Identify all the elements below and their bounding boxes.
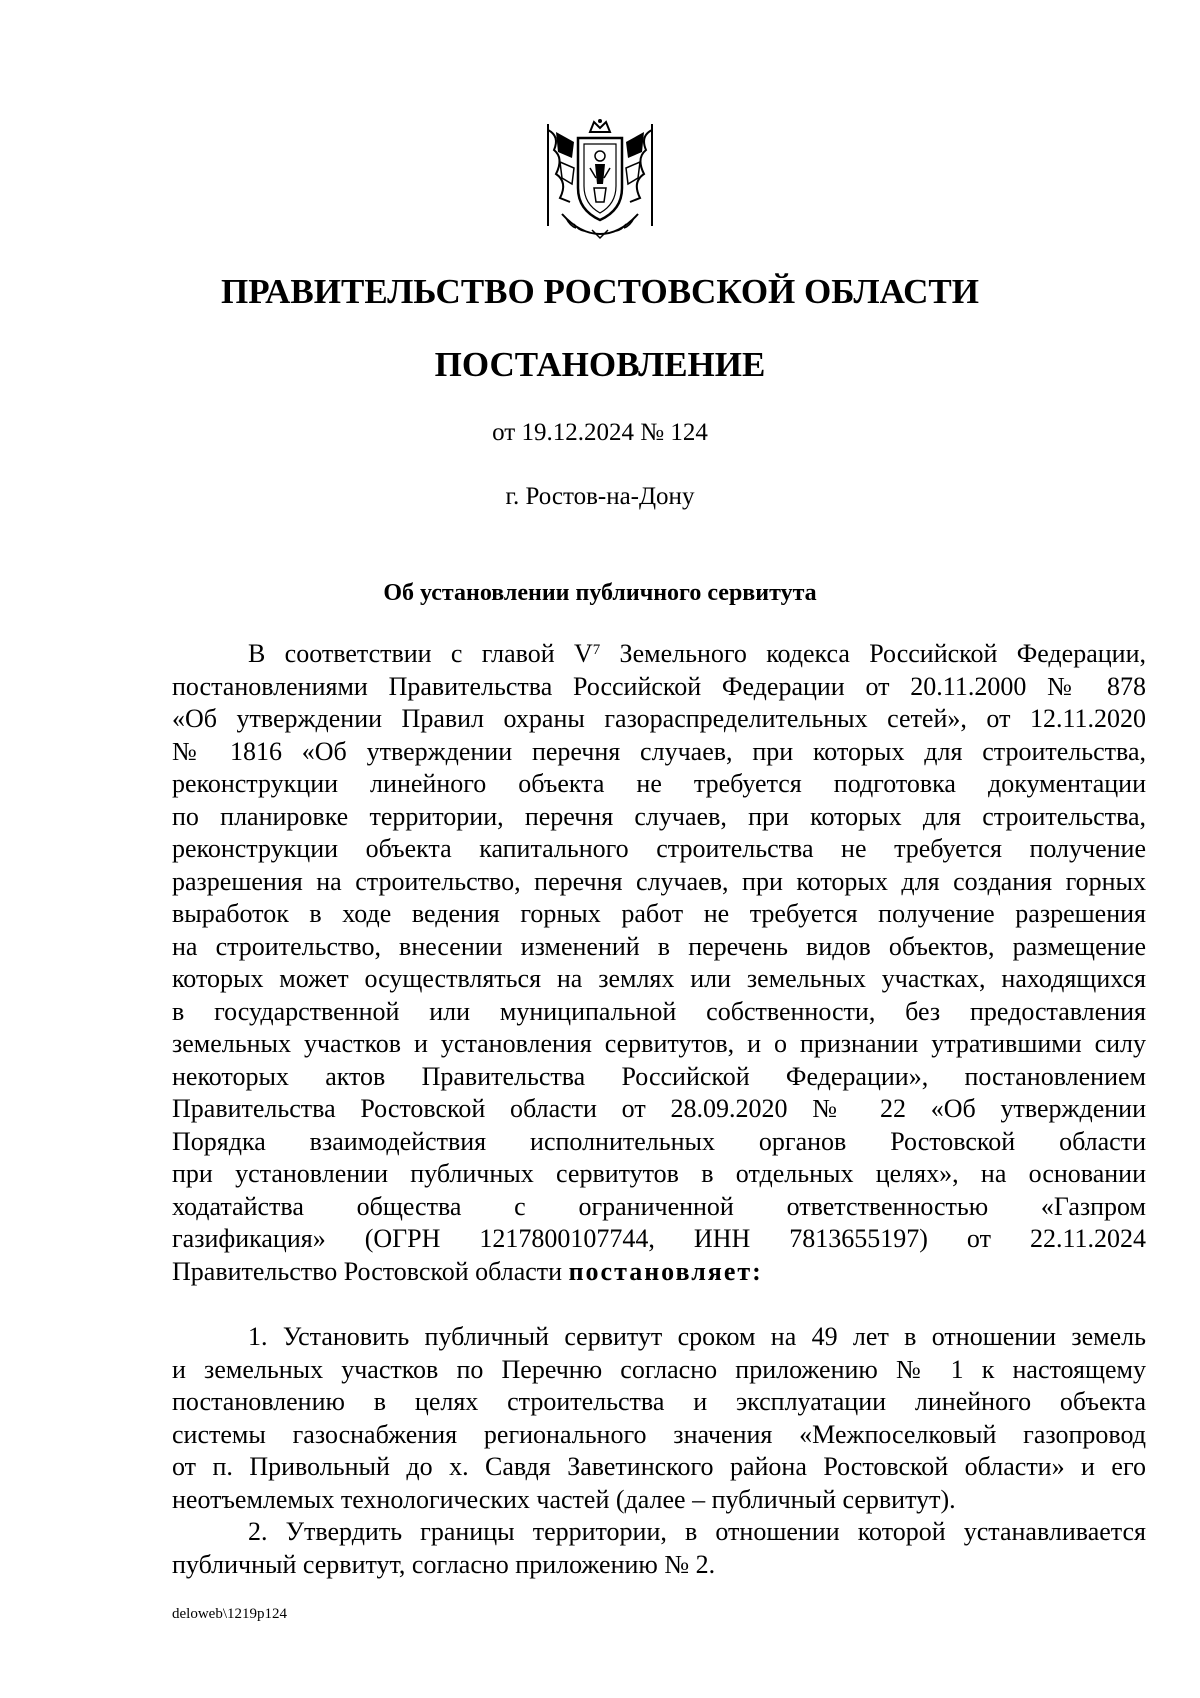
point-line: публичный сервитут, согласно приложению № 2.	[172, 1549, 716, 1579]
intro-line: реконструкции объекта капитального строительства не требуется получение	[172, 834, 1146, 863]
intro-line: в государственной или муниципальной собственности, без предоставления	[172, 996, 1146, 1026]
intro-line: на строительство, внесении изменений в перечень видов объектов, размещение	[172, 931, 1146, 961]
intro-line: В соответствии с главой $V^7$ Земельного кодекса Российской Федерации,	[248, 639, 1146, 668]
intro-line: газификация» (ОГРН 1217800107744, ИНН 7813655197) от 22.11.2024	[172, 1224, 1146, 1253]
chapter-superscript: 7	[592, 642, 601, 658]
intro-paragraph	[172, 638, 1146, 1288]
point-line: системы газоснабжения регионального значения «Межпоселковый газопровод	[172, 1419, 1146, 1449]
intro-line: Правительства Ростовской области от 28.09.2020 № 22 «Об утверждении	[172, 1094, 1146, 1123]
intro-line: которых может осуществляться на землях или земельных участках, находящихся	[172, 964, 1146, 993]
intro-line: некоторых актов Правительства Российской Федерации», постановлением	[172, 1061, 1146, 1091]
intro-line: по планировке территории, перечня случаев, при которых для строительства,	[172, 801, 1146, 831]
point-line: 1. Установить публичный сервитут сроком на 49 лет в отношении земель	[248, 1322, 1146, 1351]
point-line: от п. Привольный до х. Савдя Заветинского района Ростовской области» и его	[172, 1452, 1146, 1481]
resolves-word: постановляет:	[568, 1256, 763, 1286]
resolution-points	[172, 1321, 1146, 1581]
intro-line: выработок в ходе ведения горных работ не требуется получение разрешения	[172, 899, 1146, 928]
intro-line: разрешения на строительство, перечня случаев, при которых для создания горных	[172, 866, 1146, 896]
intro-line: земельных участков и установления сервитутов, и о признании утратившими силу	[172, 1029, 1146, 1058]
document-date-number: от 19.12.2024 № 124	[492, 419, 708, 446]
point-line: и земельных участков по Перечню согласно приложению № 1 к настоящему	[172, 1354, 1146, 1384]
intro-line: ходатайства общества с ограниченной ответственностью «Газпром	[172, 1191, 1146, 1221]
government-title: ПРАВИТЕЛЬСТВО РОСТОВСКОЙ ОБЛАСТИ	[221, 272, 979, 311]
intro-line: при установлении публичных сервитутов в отдельных целях», на основании	[172, 1159, 1146, 1188]
document-subject: Об установлении публичного сервитута	[383, 580, 817, 606]
intro-line: № 1816 «Об утверждении перечня случаев, при которых для строительства,	[172, 736, 1146, 766]
document-place: г. Ростов-на-Дону	[505, 483, 695, 510]
intro-line: Порядка взаимодействия исполнительных органов Ростовской области	[172, 1126, 1146, 1156]
intro-line: «Об утверждении Правил охраны газораспределительных сетей», от 12.11.2020	[172, 704, 1146, 733]
rostov-oblast-coat-of-arms-icon	[540, 118, 660, 240]
document-type: ПОСТАНОВЛЕНИЕ	[434, 345, 766, 384]
point-line: 2. Утвердить границы территории, в отношении которой устанавливается	[248, 1517, 1146, 1546]
intro-line: постановлениями Правительства Российской Федерации от 20.11.2000 № 878	[172, 671, 1146, 701]
file-code: deloweb\1219p124	[172, 1606, 287, 1622]
point-line: неотъемлемых технологических частей (далее – публичный сервитут).	[172, 1484, 956, 1514]
point-line: постановлению в целях строительства и эксплуатации линейного объекта	[172, 1387, 1146, 1416]
intro-line: реконструкции линейного объекта не требуется подготовка документации	[172, 769, 1146, 798]
intro-line: Правительство Ростовской области постановляет:	[172, 1256, 763, 1286]
